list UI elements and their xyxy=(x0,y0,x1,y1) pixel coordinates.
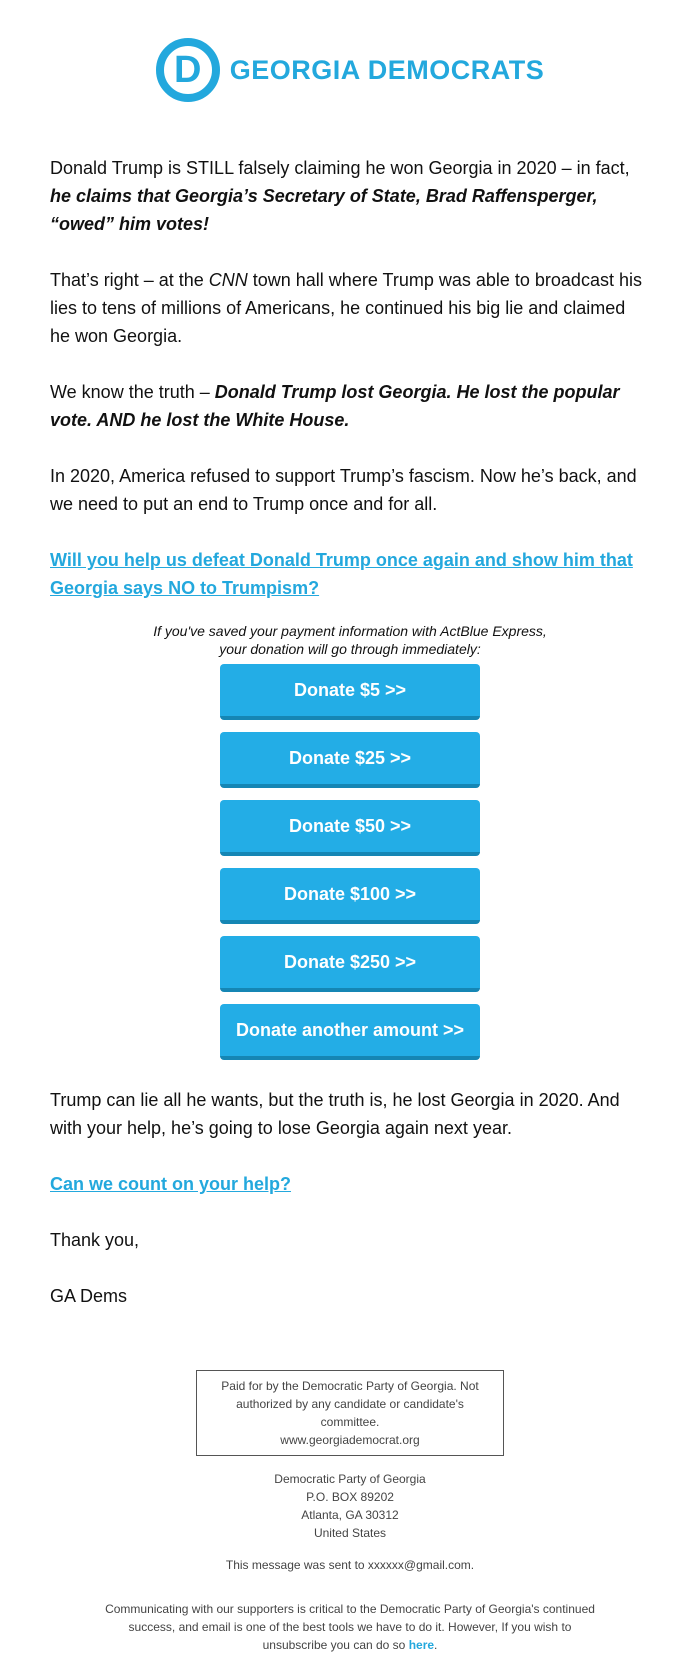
after-buttons xyxy=(50,1086,650,1310)
email-footer xyxy=(0,1370,700,1654)
paid-for-disclaimer: Paid for by the Democratic Party of Georgia. Not authorized by any candidate or candidate's committee. www.georgiademocrat.org xyxy=(196,1370,504,1456)
donate-25-button[interactable]: Donate $25 >> xyxy=(220,732,480,788)
donate-250-button[interactable]: Donate $250 >> xyxy=(220,936,480,992)
donate-other-amount-button[interactable]: Donate another amount >> xyxy=(220,1004,480,1060)
unsubscribe-notice: Communicating with our supporters is critical to the Democratic Party of Georgia's continued success, and email is one of the best tools we have to do it. However, If you wish to unsubscribe you can do so here. xyxy=(105,1602,595,1652)
email-body xyxy=(50,154,650,1338)
paragraph-4: In 2020, America refused to support Trump’s fascism. Now he’s back, and we need to put an end to Trump once and for all. xyxy=(50,466,637,514)
paragraph-1: Donald Trump is STILL falsely claiming he won Georgia in 2020 – in fact, he claims that Georgia’s Secretary of State, Brad Raffensperger, “owed” him votes! xyxy=(50,158,630,234)
website-text: www.georgiademocrat.org xyxy=(280,1433,420,1447)
cta-paragraph-2 xyxy=(50,1170,650,1198)
donate-5-button[interactable]: Donate $5 >> xyxy=(220,664,480,720)
recipient-email: xxxxxx@gmail.com xyxy=(367,1558,471,1572)
defeat-trump-link[interactable]: Will you help us defeat Donald Trump once again and show him that Georgia says NO to Trumpism? xyxy=(50,550,633,598)
mailing-address: Democratic Party of Georgia P.O. BOX 89202 Atlanta, GA 30312 United States xyxy=(274,1472,426,1540)
paragraph-5: Trump can lie all he wants, but the truth is, he lost Georgia in 2020. And with your help, he’s going to lose Georgia again next year. xyxy=(50,1090,620,1138)
logo-text: GEORGIA DEMOCRATS xyxy=(229,54,545,85)
thank-you: Thank you, xyxy=(50,1230,140,1250)
actblue-note: If you've saved your payment information with ActBlue Express, your donation will go through immediately: xyxy=(153,623,547,657)
donate-buttons xyxy=(50,664,650,1072)
sent-to-notice: This message was sent to xxxxxx@gmail.com. xyxy=(225,1558,475,1572)
georgia-democrats-logo[interactable] xyxy=(0,36,700,104)
signature: GA Dems xyxy=(50,1286,128,1306)
democrat-d-icon: D xyxy=(156,38,220,102)
unsubscribe-link[interactable]: here xyxy=(408,1638,435,1652)
paragraph-3: We know the truth – Donald Trump lost Georgia. He lost the popular vote. AND he lost the White House. xyxy=(50,382,620,430)
donate-50-button[interactable]: Donate $50 >> xyxy=(220,800,480,856)
donate-100-button[interactable]: Donate $100 >> xyxy=(220,868,480,924)
cta-paragraph-1 xyxy=(50,546,650,602)
paragraph-2: That’s right – at the CNN town hall where Trump was able to broadcast his lies to tens of millions of Americans, he continued his big lie and claimed he won Georgia. xyxy=(50,270,642,346)
count-on-help-link[interactable]: Can we count on your help? xyxy=(50,1174,292,1194)
